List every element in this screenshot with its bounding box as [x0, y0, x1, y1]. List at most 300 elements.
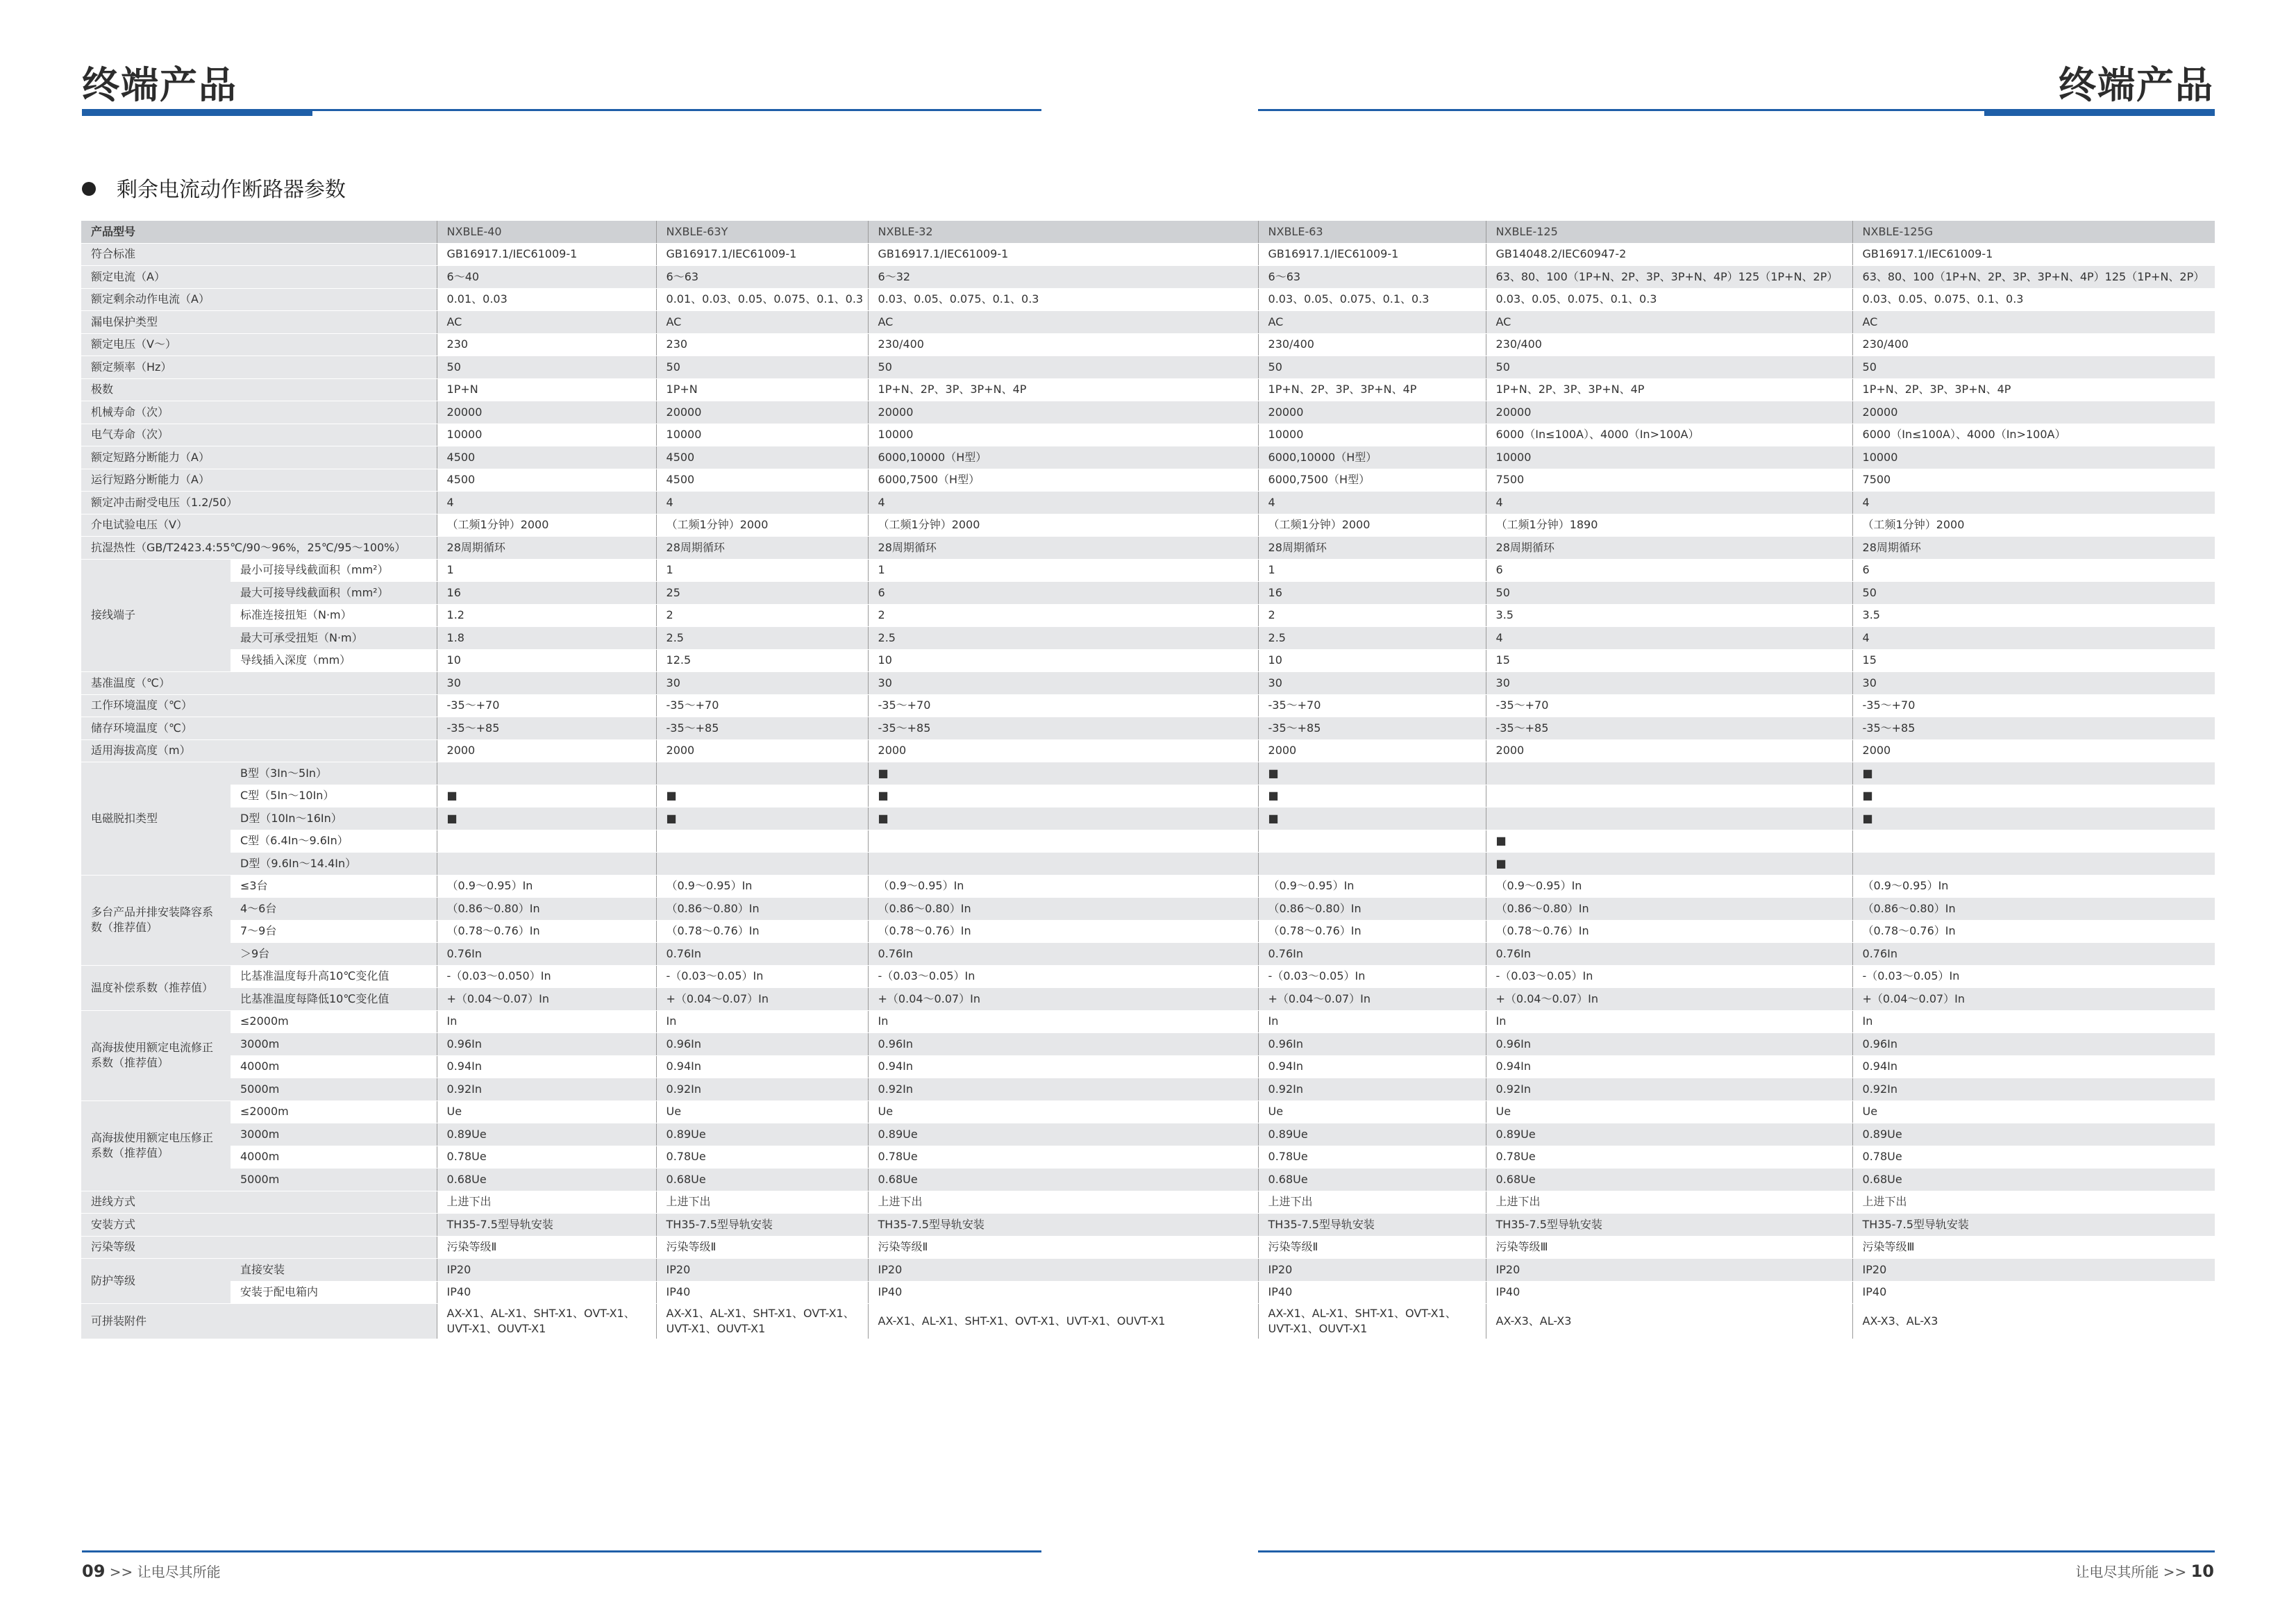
value-cell: 6～40	[437, 266, 656, 289]
value-cell	[1486, 807, 1852, 830]
page-number-left: 09	[82, 1562, 106, 1581]
table-row	[81, 762, 2215, 785]
value-cell: -35～+85	[437, 717, 656, 740]
value-cell: 4500	[656, 469, 868, 492]
table-row	[81, 830, 2215, 853]
value-cell: AX-X1、AL-X1、SHT-X1、OVT-X1、UVT-X1、OUVT-X1	[868, 1304, 1258, 1339]
table-row	[81, 965, 2215, 988]
value-cell: 污染等级Ⅱ	[868, 1236, 1258, 1259]
table-row	[81, 559, 2215, 582]
footer-slogan-left: >> 让电尽其所能	[109, 1564, 221, 1580]
value-cell: 6000,10000（H型）	[1258, 446, 1486, 469]
value-cell: 6000（In≤100A）、4000（In>100A）	[1486, 424, 1852, 446]
value-cell: 4	[868, 492, 1258, 514]
value-cell: 0.96In	[1258, 1033, 1486, 1056]
value-cell: （0.86～0.80）In	[1852, 898, 2215, 921]
value-cell: 10000	[868, 424, 1258, 446]
value-cell: ■	[868, 807, 1258, 830]
value-cell: 28周期循环	[1486, 537, 1852, 560]
value-cell: -（0.03～0.05）In	[1258, 965, 1486, 988]
footer-rule-right	[1258, 1550, 2215, 1552]
model-header: NXBLE-125	[1486, 221, 1852, 243]
sub-label: 导线插入深度（mm）	[231, 649, 437, 672]
value-cell: 2.5	[656, 627, 868, 650]
value-cell: 30	[868, 672, 1258, 695]
value-cell: 0.03、0.05、0.075、0.1、0.3	[868, 288, 1258, 311]
table-row	[81, 1100, 2215, 1123]
footer-slogan-right: 让电尽其所能 >>	[2075, 1564, 2187, 1580]
value-cell: 污染等级Ⅲ	[1852, 1236, 2215, 1259]
value-cell: 上进下出	[1486, 1191, 1852, 1214]
value-cell: 10000	[1486, 446, 1852, 469]
sub-label: 7～9台	[231, 920, 437, 943]
value-cell: 20000	[1486, 401, 1852, 424]
value-cell: 1	[1258, 559, 1486, 582]
value-cell: 50	[1852, 582, 2215, 605]
value-cell: -（0.03～0.05）In	[1852, 965, 2215, 988]
value-cell: 20000	[1852, 401, 2215, 424]
value-cell: 10000	[1852, 446, 2215, 469]
value-cell: 6～63	[1258, 266, 1486, 289]
value-cell: -35～+85	[1258, 717, 1486, 740]
value-cell: 0.96In	[437, 1033, 656, 1056]
table-row	[81, 1304, 2215, 1339]
value-cell: IP40	[868, 1281, 1258, 1304]
value-cell: 63、80、100（1P+N、2P、3P、3P+N、4P）125（1P+N、2P）	[1852, 266, 2215, 289]
sub-label: 4～6台	[231, 898, 437, 921]
value-cell: 0.78Ue	[656, 1146, 868, 1169]
sub-label: 最大可承受扭矩（N·m）	[231, 627, 437, 650]
value-cell: 0.68Ue	[656, 1169, 868, 1191]
group-label: 防护等级	[81, 1259, 231, 1304]
spec-table	[81, 221, 2215, 1339]
value-cell: 1	[656, 559, 868, 582]
table-row	[81, 785, 2215, 807]
sub-label: C型（5In～10In）	[231, 785, 437, 807]
value-cell: 0.94In	[1486, 1055, 1852, 1078]
value-cell: 50	[437, 356, 656, 379]
sub-label: 标准连接扭矩（N·m）	[231, 604, 437, 627]
table-row	[81, 627, 2215, 650]
value-cell	[868, 853, 1258, 876]
table-row	[81, 649, 2215, 672]
value-cell: In	[437, 1010, 656, 1033]
sub-label: C型（6.4In～9.6In）	[231, 830, 437, 853]
value-cell: 0.78Ue	[437, 1146, 656, 1169]
value-cell: 0.89Ue	[1852, 1123, 2215, 1146]
value-cell: 230/400	[1486, 333, 1852, 356]
value-cell: 28周期循环	[1852, 537, 2215, 560]
value-cell: 230	[437, 333, 656, 356]
value-cell: 30	[1852, 672, 2215, 695]
value-cell: In	[868, 1010, 1258, 1033]
footer-rule-left	[82, 1550, 1041, 1552]
value-cell: 10	[1258, 649, 1486, 672]
value-cell: 0.92In	[437, 1078, 656, 1101]
value-cell: 7500	[1852, 469, 2215, 492]
sub-label: 3000m	[231, 1033, 437, 1056]
value-cell: IP20	[656, 1259, 868, 1282]
value-cell: 2000	[1258, 739, 1486, 762]
value-cell: （0.86～0.80）In	[656, 898, 868, 921]
row-label: 机械寿命（次）	[81, 401, 437, 424]
table-row	[81, 1281, 2215, 1304]
value-cell	[656, 853, 868, 876]
value-cell: 0.96In	[656, 1033, 868, 1056]
table-row	[81, 1055, 2215, 1078]
sub-label: 4000m	[231, 1146, 437, 1169]
value-cell: ■	[1852, 807, 2215, 830]
value-cell: -35～+70	[868, 694, 1258, 717]
value-cell: 50	[868, 356, 1258, 379]
value-cell: （0.78～0.76）In	[437, 920, 656, 943]
value-cell: 0.94In	[656, 1055, 868, 1078]
row-label: 可拼装附件	[81, 1304, 437, 1339]
table-row	[81, 1236, 2215, 1259]
value-cell: 16	[1258, 582, 1486, 605]
value-cell: 1P+N、2P、3P、3P+N、4P	[1486, 378, 1852, 401]
value-cell: 2	[656, 604, 868, 627]
group-label: 电磁脱扣类型	[81, 762, 231, 876]
value-cell: 20000	[1258, 401, 1486, 424]
value-cell: 0.68Ue	[1486, 1169, 1852, 1191]
value-cell: AX-X3、AL-X3	[1852, 1304, 2215, 1339]
value-cell: TH35-7.5型导轨安装	[1486, 1214, 1852, 1237]
value-cell: 1P+N、2P、3P、3P+N、4P	[1258, 378, 1486, 401]
value-cell: ■	[437, 807, 656, 830]
value-cell: （工频1分钟）2000	[868, 514, 1258, 537]
footer-left	[82, 1561, 221, 1581]
value-cell: 2000	[1486, 739, 1852, 762]
value-cell: GB16917.1/IEC61009-1	[437, 243, 656, 266]
value-cell	[437, 762, 656, 785]
table-header-row	[81, 221, 2215, 243]
value-cell: AX-X1、AL-X1、SHT-X1、OVT-X1、UVT-X1、OUVT-X1	[1258, 1304, 1486, 1339]
value-cell: 50	[1852, 356, 2215, 379]
table-row	[81, 537, 2215, 560]
value-cell: （工频1分钟）2000	[656, 514, 868, 537]
value-cell: AC	[1852, 311, 2215, 334]
value-cell: 30	[1486, 672, 1852, 695]
value-cell: 污染等级Ⅱ	[437, 1236, 656, 1259]
value-cell: In	[1258, 1010, 1486, 1033]
sub-label: 3000m	[231, 1123, 437, 1146]
table-row	[81, 875, 2215, 898]
value-cell	[1852, 853, 2215, 876]
value-cell: ■	[1852, 762, 2215, 785]
value-cell: 3.5	[1852, 604, 2215, 627]
row-label: 极数	[81, 378, 437, 401]
value-cell: GB16917.1/IEC61009-1	[868, 243, 1258, 266]
sub-label: 4000m	[231, 1055, 437, 1078]
row-label: 污染等级	[81, 1236, 437, 1259]
row-label: 额定频率（Hz）	[81, 356, 437, 379]
value-cell: 0.78Ue	[1486, 1146, 1852, 1169]
value-cell: 28周期循环	[868, 537, 1258, 560]
value-cell: AX-X1、AL-X1、SHT-X1、OVT-X1、UVT-X1、OUVT-X1	[437, 1304, 656, 1339]
value-cell: +（0.04～0.07）In	[1486, 988, 1852, 1011]
table-row	[81, 920, 2215, 943]
row-label: 电气寿命（次）	[81, 424, 437, 446]
value-cell: 上进下出	[1258, 1191, 1486, 1214]
value-cell: 0.01、0.03、0.05、0.075、0.1、0.3	[656, 288, 868, 311]
row-label: 抗湿热性（GB/T2423.4:55℃/90～96%，25℃/95～100%）	[81, 537, 437, 560]
value-cell: 1P+N、2P、3P、3P+N、4P	[1852, 378, 2215, 401]
value-cell: 3.5	[1486, 604, 1852, 627]
value-cell: 10000	[437, 424, 656, 446]
section-title: 剩余电流动作断路器参数	[117, 178, 346, 202]
value-cell: 0.92In	[1258, 1078, 1486, 1101]
value-cell: +（0.04～0.07）In	[1258, 988, 1486, 1011]
table-row	[81, 333, 2215, 356]
value-cell: -（0.03～0.05）In	[656, 965, 868, 988]
value-cell: IP40	[1258, 1281, 1486, 1304]
value-cell: TH35-7.5型导轨安装	[1852, 1214, 2215, 1237]
value-cell: 0.78Ue	[1258, 1146, 1486, 1169]
value-cell: 28周期循环	[437, 537, 656, 560]
sub-label: 5000m	[231, 1078, 437, 1101]
sub-label: 比基准温度每升高10℃变化值	[231, 965, 437, 988]
table-row	[81, 672, 2215, 695]
value-cell: -（0.03～0.05）In	[868, 965, 1258, 988]
table-row	[81, 492, 2215, 514]
value-cell: 10	[437, 649, 656, 672]
value-cell: 6000,10000（H型）	[868, 446, 1258, 469]
value-cell: 50	[1486, 356, 1852, 379]
value-cell: In	[1852, 1010, 2215, 1033]
value-cell	[1258, 853, 1486, 876]
value-cell: （工频1分钟）2000	[437, 514, 656, 537]
value-cell: 上进下出	[868, 1191, 1258, 1214]
row-label: 额定电压（V～）	[81, 333, 437, 356]
value-cell: AC	[1258, 311, 1486, 334]
table-row	[81, 266, 2215, 289]
table-row	[81, 853, 2215, 876]
value-cell: 0.92In	[1852, 1078, 2215, 1101]
value-cell: 2000	[868, 739, 1258, 762]
value-cell: 30	[656, 672, 868, 695]
value-cell: 0.92In	[1486, 1078, 1852, 1101]
table-row	[81, 1010, 2215, 1033]
sub-label: D型（9.6In～14.4In）	[231, 853, 437, 876]
value-cell: IP20	[1486, 1259, 1852, 1282]
table-row	[81, 1214, 2215, 1237]
value-cell: ■	[1852, 785, 2215, 807]
value-cell: TH35-7.5型导轨安装	[1258, 1214, 1486, 1237]
value-cell: 0.78Ue	[868, 1146, 1258, 1169]
value-cell	[437, 853, 656, 876]
value-cell: 2000	[1852, 739, 2215, 762]
value-cell: 0.76In	[1486, 943, 1852, 966]
row-label: 运行短路分断能力（A）	[81, 469, 437, 492]
value-cell: Ue	[1486, 1100, 1852, 1123]
value-cell: 20000	[868, 401, 1258, 424]
value-cell: 4500	[656, 446, 868, 469]
value-cell: -35～+70	[656, 694, 868, 717]
group-label: 温度补偿系数（推荐值）	[81, 965, 231, 1010]
value-cell: In	[1486, 1010, 1852, 1033]
value-cell: IP20	[1852, 1259, 2215, 1282]
value-cell: 2000	[656, 739, 868, 762]
value-cell: 10000	[1258, 424, 1486, 446]
table-row	[81, 401, 2215, 424]
model-header: NXBLE-63	[1258, 221, 1486, 243]
value-cell: 0.94In	[1258, 1055, 1486, 1078]
value-cell: 6000,7500（H型）	[868, 469, 1258, 492]
table-row	[81, 582, 2215, 605]
table-row	[81, 988, 2215, 1011]
value-cell: 0.76In	[437, 943, 656, 966]
table-row	[81, 378, 2215, 401]
table-row	[81, 604, 2215, 627]
value-cell: （0.78～0.76）In	[868, 920, 1258, 943]
table-row	[81, 514, 2215, 537]
value-cell: （0.78～0.76）In	[1852, 920, 2215, 943]
header-accent-left	[82, 109, 312, 116]
value-cell: 0.96In	[1852, 1033, 2215, 1056]
value-cell: 1	[437, 559, 656, 582]
value-cell: 0.68Ue	[1258, 1169, 1486, 1191]
value-cell: 50	[656, 356, 868, 379]
value-cell: GB14048.2/IEC60947-2	[1486, 243, 1852, 266]
group-label: 接线端子	[81, 559, 231, 672]
value-cell: GB16917.1/IEC61009-1	[1852, 243, 2215, 266]
value-cell: 1.8	[437, 627, 656, 650]
header-title-right: 终端产品	[2059, 63, 2214, 107]
value-cell: 20000	[437, 401, 656, 424]
value-cell: IP20	[437, 1259, 656, 1282]
value-cell: 6～63	[656, 266, 868, 289]
sub-label: 最大可接导线截面积（mm²）	[231, 582, 437, 605]
value-cell: GB16917.1/IEC61009-1	[1258, 243, 1486, 266]
value-cell: 1P+N、2P、3P、3P+N、4P	[868, 378, 1258, 401]
value-cell: 2.5	[1258, 627, 1486, 650]
value-cell: （0.9～0.95）In	[1852, 875, 2215, 898]
value-cell: 4	[1486, 492, 1852, 514]
value-cell: ■	[656, 807, 868, 830]
value-cell: 230/400	[1852, 333, 2215, 356]
value-cell: -35～+85	[1852, 717, 2215, 740]
value-cell: 污染等级Ⅲ	[1486, 1236, 1852, 1259]
page-number-right: 10	[2190, 1562, 2214, 1581]
value-cell: （0.78～0.76）In	[1486, 920, 1852, 943]
table-row	[81, 898, 2215, 921]
value-cell: -35～+85	[656, 717, 868, 740]
value-cell: 15	[1486, 649, 1852, 672]
value-cell: 上进下出	[437, 1191, 656, 1214]
value-cell: IP20	[868, 1259, 1258, 1282]
sub-label: ＞9台	[231, 943, 437, 966]
table-row	[81, 1259, 2215, 1282]
table-row	[81, 1169, 2215, 1191]
table-row	[81, 446, 2215, 469]
section-heading	[82, 172, 346, 203]
value-cell: AC	[437, 311, 656, 334]
value-cell: 0.03、0.05、0.075、0.1、0.3	[1258, 288, 1486, 311]
value-cell: 6000,7500（H型）	[1258, 469, 1486, 492]
group-label: 高海拔使用额定电压修正系数（推荐值）	[81, 1100, 231, 1191]
table-row	[81, 807, 2215, 830]
value-cell: 0.92In	[656, 1078, 868, 1101]
model-header: NXBLE-63Y	[656, 221, 868, 243]
value-cell: ■	[1486, 830, 1852, 853]
sub-label: 比基准温度每降低10℃变化值	[231, 988, 437, 1011]
row-label: 进线方式	[81, 1191, 437, 1214]
value-cell: ■	[1258, 785, 1486, 807]
value-cell: 0.76In	[1258, 943, 1486, 966]
value-cell: 6	[1486, 559, 1852, 582]
value-cell: +（0.04～0.07）In	[1852, 988, 2215, 1011]
value-cell: （0.86～0.80）In	[437, 898, 656, 921]
table-row	[81, 1146, 2215, 1169]
value-cell: 1P+N	[437, 378, 656, 401]
group-label: 多台产品并排安装降容系数（推荐值）	[81, 875, 231, 965]
value-cell: 10	[868, 649, 1258, 672]
header-accent-right	[1984, 109, 2215, 116]
value-cell: Ue	[868, 1100, 1258, 1123]
value-cell: GB16917.1/IEC61009-1	[656, 243, 868, 266]
value-cell: ■	[437, 785, 656, 807]
value-cell: 上进下出	[1852, 1191, 2215, 1214]
value-cell: 0.89Ue	[656, 1123, 868, 1146]
row-label: 工作环境温度（℃）	[81, 694, 437, 717]
value-cell: 25	[656, 582, 868, 605]
value-cell: （0.86～0.80）In	[1258, 898, 1486, 921]
value-cell: 12.5	[656, 649, 868, 672]
table-row	[81, 311, 2215, 334]
value-cell: （0.9～0.95）In	[437, 875, 656, 898]
value-cell: 0.68Ue	[868, 1169, 1258, 1191]
value-cell: ■	[1486, 853, 1852, 876]
sub-label: 5000m	[231, 1169, 437, 1191]
value-cell: 0.96In	[1486, 1033, 1852, 1056]
value-cell: 0.76In	[656, 943, 868, 966]
row-label: 额定剩余动作电流（A）	[81, 288, 437, 311]
value-cell: 30	[1258, 672, 1486, 695]
value-cell: 1	[868, 559, 1258, 582]
value-cell: IP40	[656, 1281, 868, 1304]
value-cell: ■	[656, 785, 868, 807]
row-label: 额定短路分断能力（A）	[81, 446, 437, 469]
value-cell: 20000	[656, 401, 868, 424]
value-cell: +（0.04～0.07）In	[868, 988, 1258, 1011]
value-cell: -35～+85	[868, 717, 1258, 740]
sub-label: ≤2000m	[231, 1100, 437, 1123]
value-cell: 230/400	[1258, 333, 1486, 356]
value-cell: 6000（In≤100A）、4000（In>100A）	[1852, 424, 2215, 446]
value-cell: 4	[656, 492, 868, 514]
value-cell: 0.89Ue	[437, 1123, 656, 1146]
table-row	[81, 356, 2215, 379]
value-cell: -35～+70	[1486, 694, 1852, 717]
value-cell: -35～+70	[1258, 694, 1486, 717]
value-cell: 0.94In	[1852, 1055, 2215, 1078]
row-label: 介电试验电压（V）	[81, 514, 437, 537]
row-label: 额定冲击耐受电压（1.2/50）	[81, 492, 437, 514]
value-cell	[1486, 762, 1852, 785]
row-label: 安装方式	[81, 1214, 437, 1237]
value-cell: 6～32	[868, 266, 1258, 289]
value-cell: 16	[437, 582, 656, 605]
table-row	[81, 1123, 2215, 1146]
value-cell	[437, 830, 656, 853]
value-cell: 10000	[656, 424, 868, 446]
value-cell: Ue	[1852, 1100, 2215, 1123]
value-cell: 0.96In	[868, 1033, 1258, 1056]
value-cell: 4500	[437, 446, 656, 469]
value-cell: AC	[1486, 311, 1852, 334]
value-cell: -35～+85	[1486, 717, 1852, 740]
